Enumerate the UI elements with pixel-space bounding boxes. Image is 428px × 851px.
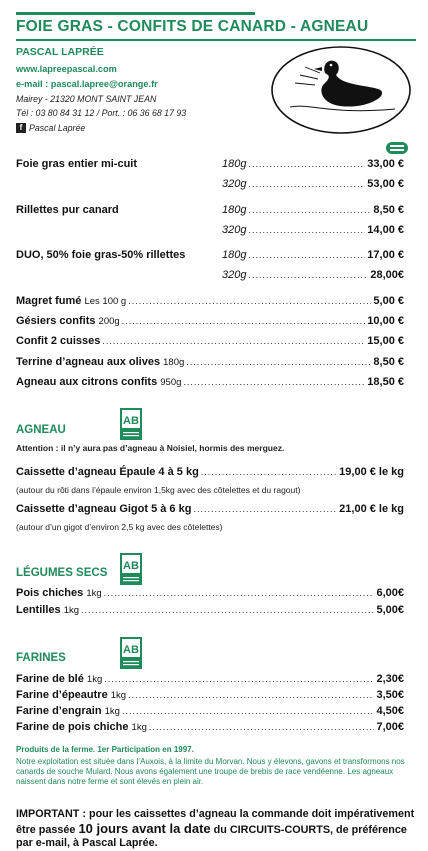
product-agneau-citrons <box>16 376 404 392</box>
product-name: Terrine d’agneau aux olives <box>16 356 161 368</box>
product-name: Caissette d’agneau Gigot 5 à 6 kg <box>16 503 192 515</box>
unit: 950g <box>160 377 182 388</box>
email-link[interactable]: e-mail : pascal.lapree@orange.fr <box>16 79 158 89</box>
attention-note <box>16 443 284 453</box>
price: 33,00 € <box>367 158 404 170</box>
product-farine-ble <box>16 673 404 689</box>
price: 6,00€ <box>376 587 404 599</box>
organic-ab-logo-icon <box>120 408 142 440</box>
price: 5,00€ <box>376 604 404 616</box>
duck-logo-icon <box>270 45 412 135</box>
price-line <box>222 178 404 194</box>
price-line <box>222 269 404 285</box>
price: 18,50 € <box>367 376 404 388</box>
product-lentilles <box>16 604 404 620</box>
quantity: 180g <box>222 249 247 261</box>
caissette-gigot-note: (autour d’un gigot d’environ 2,5 kg avec des côtelettes) <box>16 522 223 532</box>
product-gesiers <box>16 315 404 331</box>
unit: Les 100 g <box>84 296 127 307</box>
price: 17,00 € <box>367 249 404 261</box>
quantity: 320g <box>222 224 247 236</box>
quantity: 180g <box>222 204 247 216</box>
price: 4,50€ <box>376 705 404 717</box>
quantity: 320g <box>222 269 247 281</box>
farm-description: Notre exploitation est située dans l’Auxois, à la limite du Morvan. Nous y élevons, gavons et transformons nos canards de souche Mulard. Nous avons également une troupe de brebis de race vendéenne. Les agneaux naissent dans notre ferme et sont élevés en plein air. <box>16 757 405 786</box>
top-rule <box>16 12 255 15</box>
important-deadline: 10 jours avant la date <box>78 820 211 836</box>
section-title-farines: FARINES <box>16 652 66 664</box>
producer-name: PASCAL LAPRÉE <box>16 46 104 58</box>
quantity: 180g <box>222 158 247 170</box>
unit: 200g <box>98 316 120 327</box>
price: 15,00 € <box>367 335 404 347</box>
price: 19,00 € le kg <box>339 466 404 478</box>
quantity: 320g <box>222 178 247 190</box>
product-name: Pois chiches <box>16 587 84 599</box>
produits-ferme-note: Produits de la ferme. 1er Participation en 1997. <box>16 745 194 754</box>
attention-label: Attention : <box>16 443 59 453</box>
price: 3,50€ <box>376 689 404 701</box>
facebook-label: Pascal Laprée <box>29 123 86 133</box>
unit: 1kg <box>86 674 103 685</box>
attention-text: il n’y aura pas d’agneau à Noisiel, hormis des merguez. <box>60 443 285 453</box>
unit: 1kg <box>86 588 102 599</box>
product-farine-engrain <box>16 705 404 721</box>
product-name: Farine d’engrain <box>16 705 102 717</box>
product-farine-epeautre <box>16 689 404 705</box>
organic-ab-logo-icon <box>120 637 142 669</box>
product-name: Confit 2 cuisses <box>16 335 101 347</box>
price: 10,00 € <box>367 315 404 327</box>
product-name: Rillettes pur canard <box>16 204 119 216</box>
organic-ab-letters: AB <box>123 644 139 656</box>
important-text-b: du CIRCUITS-COURTS, de préférence par e-mail, à Pascal Laprée. <box>16 823 407 849</box>
unit: 180g <box>163 357 185 368</box>
unit: 1kg <box>104 706 120 717</box>
section-title-legumes: LÉGUMES SECS <box>16 567 108 579</box>
caissette-epaule-note: (autour du rôti dans l’épaule environ 1,5kg avec des côtelettes et du ragout) <box>16 485 301 495</box>
price: 53,00 € <box>367 178 404 190</box>
product-name: Farine de pois chiche <box>16 721 129 733</box>
unit: 1kg <box>110 690 127 701</box>
product-name: Gésiers confits <box>16 315 96 327</box>
price-line <box>222 204 404 220</box>
section-title-agneau: AGNEAU <box>16 424 66 436</box>
page-title: FOIE GRAS - CONFITS DE CANARD - AGNEAU <box>16 18 369 35</box>
product-pois-chiches <box>16 587 404 603</box>
facebook-icon: f <box>16 123 26 133</box>
price: 21,00 € le kg <box>339 503 404 515</box>
important-text-a: IMPORTANT : pour les caissettes d’agneau la commande doit impérativement être passée <box>16 808 415 836</box>
address: Mairey - 21320 MONT SAINT JEAN <box>16 94 157 104</box>
title-underline <box>16 39 416 41</box>
organic-ab-letters: AB <box>123 415 139 427</box>
price: 7,00€ <box>376 721 404 733</box>
phone: Tél : 03 80 84 31 12 / Port. : 06 36 68 17 93 <box>16 108 187 118</box>
price: 8,50 € <box>373 356 404 368</box>
price-line <box>222 224 404 240</box>
product-name: DUO, 50% foie gras-50% rillettes <box>16 249 186 261</box>
product-name: Farine d’épeautre <box>16 689 108 701</box>
product-name: Lentilles <box>16 604 61 616</box>
price-line <box>222 249 404 265</box>
product-terrine <box>16 356 404 372</box>
product-duo <box>16 249 226 265</box>
important-notice <box>16 808 416 851</box>
product-caissette-gigot <box>16 503 404 519</box>
product-name: Foie gras entier mi-cuit <box>16 158 138 170</box>
unit: 1kg <box>131 722 147 733</box>
price: 28,00€ <box>370 269 404 281</box>
price: 5,00 € <box>373 295 404 307</box>
product-confit <box>16 335 404 351</box>
product-farine-pois-chiche <box>16 721 404 737</box>
product-name: Magret fumé <box>16 295 82 307</box>
logo-stamp-icon <box>386 142 408 154</box>
product-name: Agneau aux citrons confits <box>16 376 158 388</box>
price: 8,50 € <box>373 204 404 216</box>
facebook-link[interactable] <box>16 123 85 133</box>
price: 14,00 € <box>367 224 404 236</box>
organic-ab-logo-icon <box>120 553 142 585</box>
product-caissette-epaule <box>16 466 404 482</box>
product-name: Caissette d’agneau Épaule 4 à 5 kg <box>16 466 199 478</box>
website-link[interactable]: www.lapreepascal.com <box>16 64 117 74</box>
price-line <box>222 158 404 174</box>
organic-ab-letters: AB <box>123 560 139 572</box>
unit: 1kg <box>63 605 80 616</box>
product-magret <box>16 295 404 311</box>
product-name: Farine de blé <box>16 673 84 685</box>
price: 2,30€ <box>376 673 404 685</box>
